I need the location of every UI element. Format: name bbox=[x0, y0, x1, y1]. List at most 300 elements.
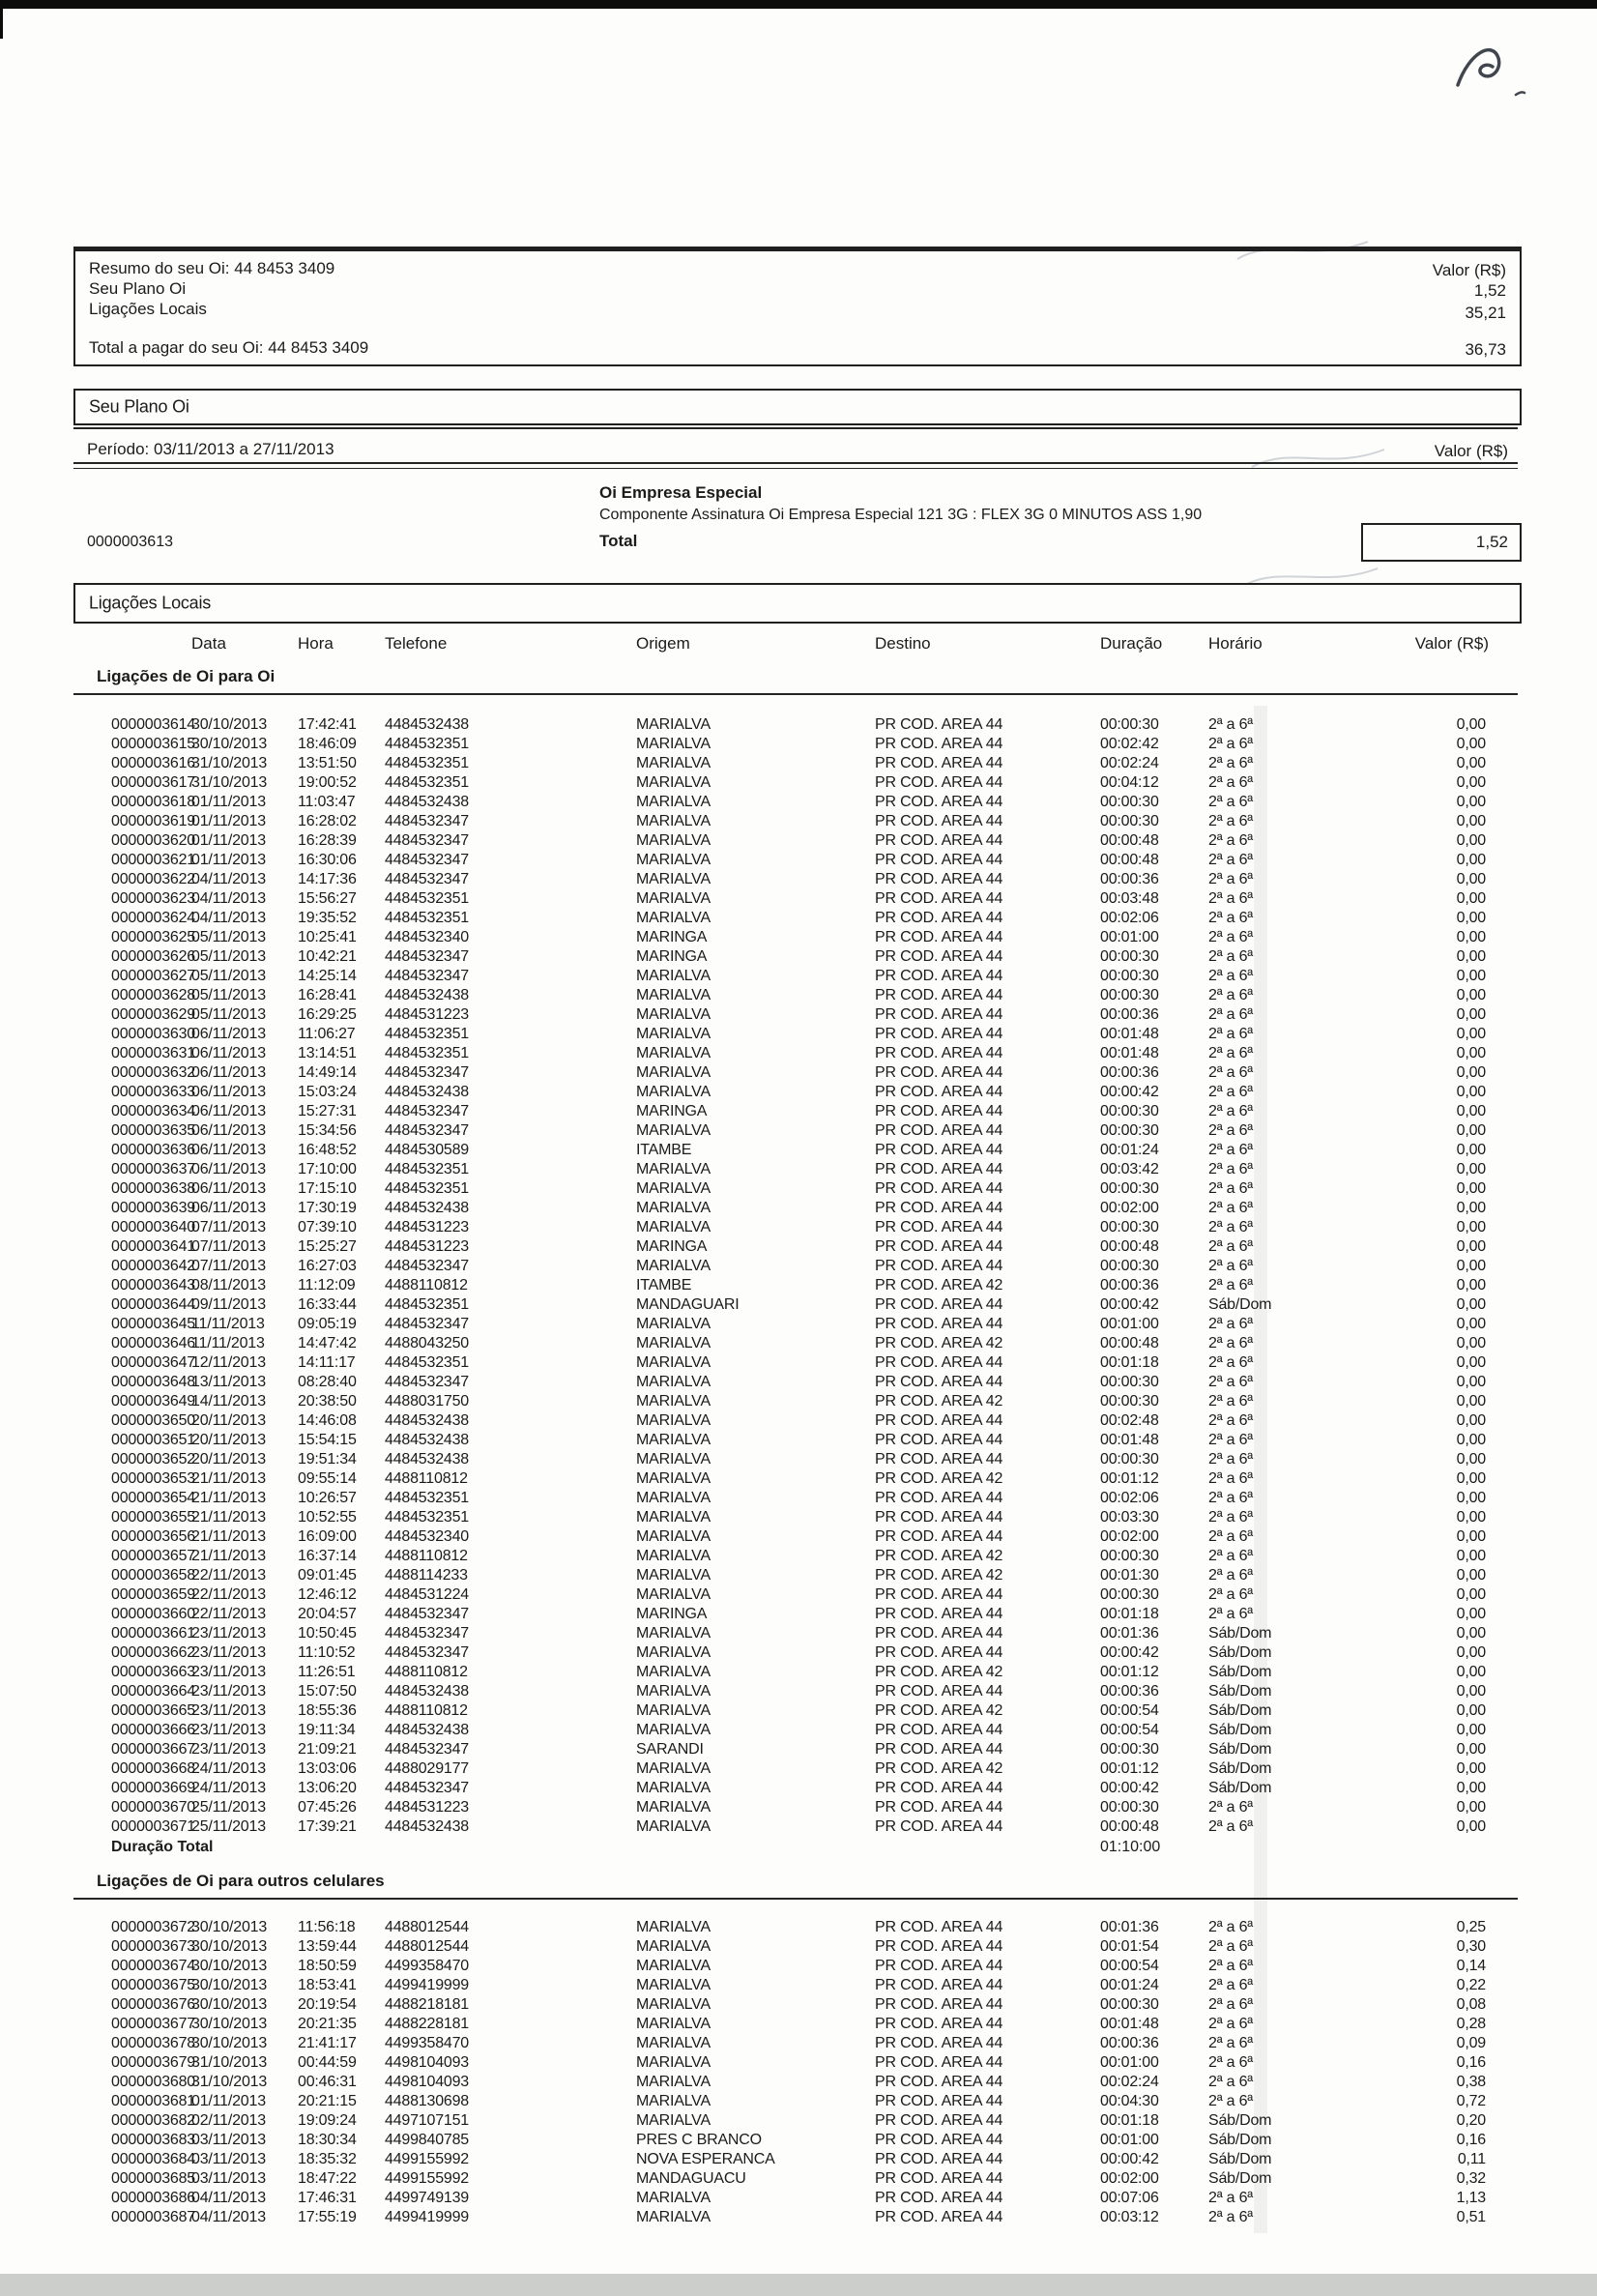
cell-phone: 4484532438 bbox=[385, 987, 469, 1003]
table-row bbox=[0, 1798, 1597, 1817]
cell-origin: MARIALVA bbox=[636, 1760, 711, 1777]
cell-duration: 00:01:00 bbox=[1100, 929, 1159, 945]
cell-schedule: 2ª a 6ª bbox=[1208, 1977, 1254, 1993]
cell-phone: 4484532351 bbox=[385, 1161, 469, 1177]
cell-phone: 4484532438 bbox=[385, 1084, 469, 1100]
table-row bbox=[0, 1721, 1597, 1740]
summary-box bbox=[73, 247, 1522, 366]
cell-phone: 4484532340 bbox=[385, 929, 469, 945]
cell-time: 19:00:52 bbox=[298, 774, 357, 791]
cell-duration: 00:01:12 bbox=[1100, 1470, 1159, 1487]
cell-date: 04/11/2013 bbox=[191, 2190, 266, 2206]
cell-value: 0,00 bbox=[1456, 1296, 1486, 1313]
cell-origin: MANDAGUARI bbox=[636, 1296, 740, 1313]
cell-time: 11:06:27 bbox=[298, 1026, 356, 1042]
cell-phone: 4484532438 bbox=[385, 794, 469, 810]
table-row bbox=[0, 1044, 1597, 1063]
cell-time: 09:55:14 bbox=[298, 1470, 357, 1487]
cell-duration: 00:00:30 bbox=[1100, 1103, 1159, 1119]
table-row bbox=[0, 831, 1597, 851]
cell-origin: MARIALVA bbox=[636, 2016, 711, 2032]
cell-date: 11/11/2013 bbox=[191, 1316, 265, 1332]
cell-time: 14:25:14 bbox=[298, 968, 357, 984]
cell-time: 14:49:14 bbox=[298, 1064, 357, 1081]
cell-value: 1,13 bbox=[1456, 2190, 1486, 2206]
cell-schedule: 2ª a 6ª bbox=[1208, 813, 1254, 829]
cell-destination: PR COD. AREA 44 bbox=[875, 1142, 1003, 1158]
cell-duration: 00:01:48 bbox=[1100, 2016, 1159, 2032]
cell-duration: 00:01:00 bbox=[1100, 2054, 1159, 2071]
cell-time: 17:55:19 bbox=[298, 2209, 357, 2225]
cell-origin: ITAMBE bbox=[636, 1142, 692, 1158]
cell-destination: PR COD. AREA 44 bbox=[875, 1490, 1003, 1506]
cell-destination: PR COD. AREA 44 bbox=[875, 1432, 1003, 1448]
cell-date: 09/11/2013 bbox=[191, 1296, 266, 1313]
cell-origin: MARIALVA bbox=[636, 1006, 711, 1023]
group-subtitle-oi-to-oi: Ligações de Oi para Oi bbox=[97, 667, 276, 685]
cell-phone: 4484532351 bbox=[385, 755, 469, 771]
table-row bbox=[0, 986, 1597, 1005]
cell-id: 0000003685 bbox=[111, 2170, 195, 2187]
cell-schedule: Sáb/Dom bbox=[1208, 1780, 1272, 1796]
cell-origin: MARIALVA bbox=[636, 2209, 711, 2225]
cell-destination: PR COD. AREA 44 bbox=[875, 755, 1003, 771]
cell-phone: 4484532351 bbox=[385, 1045, 469, 1061]
cell-origin: MARIALVA bbox=[636, 774, 711, 791]
cell-date: 03/11/2013 bbox=[191, 2151, 266, 2167]
cell-origin: MARIALVA bbox=[636, 1996, 711, 2013]
cell-time: 10:42:21 bbox=[298, 948, 357, 965]
duration-total-label: Duração Total bbox=[111, 1839, 214, 1855]
cell-origin: MARIALVA bbox=[636, 1625, 711, 1642]
cell-destination: PR COD. AREA 44 bbox=[875, 1509, 1003, 1526]
cell-schedule: 2ª a 6ª bbox=[1208, 1958, 1254, 1974]
cell-phone: 4484531224 bbox=[385, 1586, 469, 1603]
cell-duration: 00:02:42 bbox=[1100, 736, 1159, 752]
cell-destination: PR COD. AREA 44 bbox=[875, 1316, 1003, 1332]
cell-schedule: 2ª a 6ª bbox=[1208, 1219, 1254, 1235]
period-valor-header: Valor (R$) bbox=[1434, 442, 1508, 460]
cell-origin: MARIALVA bbox=[636, 2035, 711, 2051]
column-header-destino: Destino bbox=[875, 634, 931, 653]
table-row bbox=[0, 1160, 1597, 1179]
cell-id: 0000003675 bbox=[111, 1977, 195, 1993]
cell-destination: PR COD. AREA 44 bbox=[875, 1354, 1003, 1371]
cell-duration: 00:00:36 bbox=[1100, 1064, 1159, 1081]
cell-origin: MARIALVA bbox=[636, 2112, 711, 2129]
cell-schedule: Sáb/Dom bbox=[1208, 1741, 1272, 1758]
cell-value: 0,00 bbox=[1456, 1258, 1486, 1274]
cell-schedule: Sáb/Dom bbox=[1208, 1683, 1272, 1700]
cell-duration: 00:00:30 bbox=[1100, 1180, 1159, 1197]
cell-phone: 4484532438 bbox=[385, 1451, 469, 1468]
cell-id: 0000003665 bbox=[111, 1702, 195, 1719]
cell-time: 13:59:44 bbox=[298, 1938, 357, 1955]
cell-phone: 4488043250 bbox=[385, 1335, 469, 1351]
cell-date: 03/11/2013 bbox=[191, 2132, 266, 2148]
cell-time: 15:25:27 bbox=[298, 1238, 357, 1255]
cell-duration: 00:01:12 bbox=[1100, 1760, 1159, 1777]
cell-id: 0000003653 bbox=[111, 1470, 195, 1487]
cell-origin: MARIALVA bbox=[636, 1958, 711, 1974]
cell-time: 16:29:25 bbox=[298, 1006, 357, 1023]
cell-schedule: 2ª a 6ª bbox=[1208, 1509, 1254, 1526]
cell-id: 0000003629 bbox=[111, 1006, 195, 1023]
cell-date: 30/10/2013 bbox=[191, 1919, 268, 1935]
cell-date: 22/11/2013 bbox=[191, 1586, 266, 1603]
cell-value: 0,28 bbox=[1456, 2016, 1486, 2032]
cell-id: 0000003643 bbox=[111, 1277, 195, 1293]
cell-origin: MARIALVA bbox=[636, 1354, 711, 1371]
table-row bbox=[0, 967, 1597, 986]
table-row bbox=[0, 870, 1597, 889]
cell-origin: PRES C BRANCO bbox=[636, 2132, 762, 2148]
cell-destination: PR COD. AREA 44 bbox=[875, 1958, 1003, 1974]
cell-schedule: 2ª a 6ª bbox=[1208, 1335, 1254, 1351]
cell-destination: PR COD. AREA 44 bbox=[875, 1084, 1003, 1100]
summary-row-label: Ligações Locais bbox=[89, 300, 207, 318]
cell-schedule: 2ª a 6ª bbox=[1208, 871, 1254, 887]
scan-bottom-strip bbox=[0, 2274, 1597, 2296]
table-row bbox=[0, 1450, 1597, 1469]
cell-duration: 00:00:30 bbox=[1100, 1741, 1159, 1758]
cell-schedule: 2ª a 6ª bbox=[1208, 1490, 1254, 1506]
cell-origin: MARIALVA bbox=[636, 910, 711, 926]
cell-phone: 4484532438 bbox=[385, 716, 469, 733]
table-row bbox=[0, 1257, 1597, 1276]
cell-value: 0,00 bbox=[1456, 1799, 1486, 1816]
cell-origin: MARIALVA bbox=[636, 1335, 711, 1351]
cell-duration: 00:01:24 bbox=[1100, 1142, 1159, 1158]
cell-origin: MARIALVA bbox=[636, 1722, 711, 1738]
cell-duration: 00:00:54 bbox=[1100, 1702, 1159, 1719]
table-row bbox=[0, 1957, 1597, 1976]
cell-destination: PR COD. AREA 42 bbox=[875, 1567, 1003, 1584]
cell-origin: MARIALVA bbox=[636, 1644, 711, 1661]
cell-time: 15:34:56 bbox=[298, 1122, 357, 1139]
cell-schedule: 2ª a 6ª bbox=[1208, 852, 1254, 868]
summary-valor-header: Valor (R$) bbox=[1432, 261, 1506, 279]
cell-value: 0,00 bbox=[1456, 1741, 1486, 1758]
cell-destination: PR COD. AREA 42 bbox=[875, 1470, 1003, 1487]
table-row bbox=[0, 773, 1597, 793]
table-row bbox=[0, 1624, 1597, 1643]
cell-value: 0,00 bbox=[1456, 736, 1486, 752]
cell-id: 0000003668 bbox=[111, 1760, 195, 1777]
cell-id: 0000003651 bbox=[111, 1432, 195, 1448]
cell-value: 0,00 bbox=[1456, 1702, 1486, 1719]
cell-duration: 00:01:18 bbox=[1100, 1354, 1159, 1371]
cell-destination: PR COD. AREA 44 bbox=[875, 987, 1003, 1003]
cell-schedule: 2ª a 6ª bbox=[1208, 2016, 1254, 2032]
cell-destination: PR COD. AREA 44 bbox=[875, 1996, 1003, 2013]
table-row bbox=[0, 1937, 1597, 1957]
cell-origin: MARIALVA bbox=[636, 1818, 711, 1835]
duration-total-value: 01:10:00 bbox=[1100, 1839, 1161, 1855]
cell-phone: 4497107151 bbox=[385, 2112, 469, 2129]
product-detail: Componente Assinatura Oi Empresa Especial 121 3G : FLEX 3G 0 MINUTOS ASS 1,90 bbox=[599, 507, 1203, 523]
table-row bbox=[0, 1218, 1597, 1237]
cell-id: 0000003680 bbox=[111, 2074, 195, 2090]
cell-id: 0000003638 bbox=[111, 1180, 195, 1197]
cell-date: 04/11/2013 bbox=[191, 890, 266, 907]
cell-time: 14:11:17 bbox=[298, 1354, 356, 1371]
cell-time: 16:28:41 bbox=[298, 987, 357, 1003]
cell-time: 20:38:50 bbox=[298, 1393, 357, 1410]
cell-time: 17:42:41 bbox=[298, 716, 357, 733]
cell-value: 0,00 bbox=[1456, 1548, 1486, 1564]
divider bbox=[73, 468, 1518, 469]
cell-duration: 00:01:18 bbox=[1100, 1606, 1159, 1622]
cell-origin: MARIALVA bbox=[636, 1045, 711, 1061]
cell-duration: 00:01:48 bbox=[1100, 1026, 1159, 1042]
cell-value: 0,00 bbox=[1456, 890, 1486, 907]
cell-date: 21/11/2013 bbox=[191, 1470, 266, 1487]
cell-value: 0,00 bbox=[1456, 1238, 1486, 1255]
cell-value: 0,14 bbox=[1456, 1958, 1486, 1974]
cell-destination: PR COD. AREA 44 bbox=[875, 1374, 1003, 1390]
cell-origin: MANDAGUACU bbox=[636, 2170, 746, 2187]
cell-value: 0,00 bbox=[1456, 1683, 1486, 1700]
cell-duration: 00:00:30 bbox=[1100, 1122, 1159, 1139]
cell-destination: PR COD. AREA 42 bbox=[875, 1393, 1003, 1410]
cell-phone: 4484532347 bbox=[385, 968, 469, 984]
cell-id: 0000003647 bbox=[111, 1354, 195, 1371]
cell-phone: 4484532347 bbox=[385, 1644, 469, 1661]
summary-title: Resumo do seu Oi: 44 8453 3409 bbox=[89, 259, 335, 277]
cell-origin: MARIALVA bbox=[636, 1977, 711, 1993]
cell-origin: MARIALVA bbox=[636, 813, 711, 829]
cell-time: 18:55:36 bbox=[298, 1702, 357, 1719]
cell-destination: PR COD. AREA 44 bbox=[875, 1606, 1003, 1622]
cell-destination: PR COD. AREA 44 bbox=[875, 1625, 1003, 1642]
cell-phone: 4488130698 bbox=[385, 2093, 469, 2109]
cell-phone: 4488029177 bbox=[385, 1760, 469, 1777]
cell-schedule: 2ª a 6ª bbox=[1208, 1470, 1254, 1487]
cell-date: 21/11/2013 bbox=[191, 1509, 266, 1526]
cell-schedule: 2ª a 6ª bbox=[1208, 1432, 1254, 1448]
cell-date: 22/11/2013 bbox=[191, 1606, 266, 1622]
cell-id: 0000003650 bbox=[111, 1412, 195, 1429]
cell-phone: 4499155992 bbox=[385, 2170, 469, 2187]
cell-destination: PR COD. AREA 44 bbox=[875, 1161, 1003, 1177]
cell-origin: MARIALVA bbox=[636, 2093, 711, 2109]
cell-value: 0,00 bbox=[1456, 1200, 1486, 1216]
cell-time: 17:15:10 bbox=[298, 1180, 357, 1197]
cell-phone: 4484532347 bbox=[385, 1064, 469, 1081]
cell-value: 0,08 bbox=[1456, 1996, 1486, 2013]
cell-time: 20:04:57 bbox=[298, 1606, 357, 1622]
cell-id: 0000003667 bbox=[111, 1741, 195, 1758]
table-row bbox=[0, 909, 1597, 928]
cell-phone: 4484532351 bbox=[385, 774, 469, 791]
cell-origin: MARIALVA bbox=[636, 1938, 711, 1955]
cell-id: 0000003642 bbox=[111, 1258, 195, 1274]
cell-id: 0000003623 bbox=[111, 890, 195, 907]
cell-time: 15:54:15 bbox=[298, 1432, 357, 1448]
cell-duration: 00:00:36 bbox=[1100, 871, 1159, 887]
cell-duration: 00:00:30 bbox=[1100, 1586, 1159, 1603]
table-row bbox=[0, 1276, 1597, 1295]
cell-time: 13:14:51 bbox=[298, 1045, 357, 1061]
cell-id: 0000003633 bbox=[111, 1084, 195, 1100]
cell-schedule: 2ª a 6ª bbox=[1208, 1180, 1254, 1197]
cell-origin: MARIALVA bbox=[636, 736, 711, 752]
cell-duration: 00:03:48 bbox=[1100, 890, 1159, 907]
cell-duration: 00:01:00 bbox=[1100, 1316, 1159, 1332]
cell-duration: 00:00:30 bbox=[1100, 948, 1159, 965]
cell-value: 0,00 bbox=[1456, 871, 1486, 887]
cell-time: 14:46:08 bbox=[298, 1412, 357, 1429]
cell-schedule: Sáb/Dom bbox=[1208, 1664, 1272, 1680]
cell-origin: MARIALVA bbox=[636, 852, 711, 868]
table-row bbox=[0, 754, 1597, 773]
cell-origin: MARIALVA bbox=[636, 1026, 711, 1042]
column-header-telefone: Telefone bbox=[385, 634, 448, 653]
cell-date: 01/11/2013 bbox=[191, 832, 266, 849]
cell-id: 0000003661 bbox=[111, 1625, 195, 1642]
cell-duration: 00:01:36 bbox=[1100, 1625, 1159, 1642]
table-row bbox=[0, 1663, 1597, 1682]
cell-time: 16:48:52 bbox=[298, 1142, 357, 1158]
cell-date: 01/11/2013 bbox=[191, 794, 266, 810]
cell-date: 25/11/2013 bbox=[191, 1799, 266, 1816]
cell-value: 0,00 bbox=[1456, 1026, 1486, 1042]
cell-value: 0,00 bbox=[1456, 1006, 1486, 1023]
cell-duration: 00:02:06 bbox=[1100, 1490, 1159, 1506]
cell-id: 0000003671 bbox=[111, 1818, 195, 1835]
cell-schedule: 2ª a 6ª bbox=[1208, 1064, 1254, 1081]
table-row bbox=[0, 2092, 1597, 2111]
scan-left-edge bbox=[0, 0, 3, 39]
cell-schedule: 2ª a 6ª bbox=[1208, 1606, 1254, 1622]
cell-value: 0,00 bbox=[1456, 794, 1486, 810]
cell-value: 0,16 bbox=[1456, 2054, 1486, 2071]
cell-value: 0,00 bbox=[1456, 1528, 1486, 1545]
cell-value: 0,00 bbox=[1456, 1180, 1486, 1197]
cell-duration: 00:07:06 bbox=[1100, 2190, 1159, 2206]
cell-phone: 4484532340 bbox=[385, 1528, 469, 1545]
table-row bbox=[0, 1759, 1597, 1779]
cell-date: 06/11/2013 bbox=[191, 1045, 266, 1061]
cell-duration: 00:00:36 bbox=[1100, 1277, 1159, 1293]
cell-phone: 4484532438 bbox=[385, 1722, 469, 1738]
cell-id: 0000003670 bbox=[111, 1799, 195, 1816]
plan-section-box bbox=[73, 389, 1522, 425]
cell-destination: PR COD. AREA 44 bbox=[875, 1938, 1003, 1955]
cell-schedule: 2ª a 6ª bbox=[1208, 1451, 1254, 1468]
cell-date: 25/11/2013 bbox=[191, 1818, 266, 1835]
cell-value: 0,38 bbox=[1456, 2074, 1486, 2090]
cell-time: 17:30:19 bbox=[298, 1200, 357, 1216]
plan-item-id: 0000003613 bbox=[87, 534, 173, 550]
cell-date: 30/10/2013 bbox=[191, 1996, 268, 2013]
cell-date: 04/11/2013 bbox=[191, 910, 266, 926]
cell-destination: PR COD. AREA 44 bbox=[875, 2151, 1003, 2167]
cell-schedule: 2ª a 6ª bbox=[1208, 1548, 1254, 1564]
table-row bbox=[0, 851, 1597, 870]
cell-schedule: 2ª a 6ª bbox=[1208, 1316, 1254, 1332]
cell-destination: PR COD. AREA 44 bbox=[875, 1122, 1003, 1139]
cell-origin: MARIALVA bbox=[636, 1780, 711, 1796]
cell-origin: MARIALVA bbox=[636, 1200, 711, 1216]
cell-schedule: 2ª a 6ª bbox=[1208, 1586, 1254, 1603]
cell-phone: 4499155992 bbox=[385, 2151, 469, 2167]
summary-row-value: 35,21 bbox=[1465, 304, 1506, 322]
table-row bbox=[0, 1547, 1597, 1566]
summary-total-label: Total a pagar do seu Oi: 44 8453 3409 bbox=[89, 338, 369, 357]
table-row bbox=[0, 2053, 1597, 2073]
cell-value: 0,00 bbox=[1456, 1818, 1486, 1835]
cell-id: 0000003679 bbox=[111, 2054, 195, 2071]
cell-phone: 4484532347 bbox=[385, 948, 469, 965]
cell-date: 05/11/2013 bbox=[191, 1006, 266, 1023]
cell-time: 17:10:00 bbox=[298, 1161, 357, 1177]
cell-id: 0000003616 bbox=[111, 755, 195, 771]
cell-phone: 4484532438 bbox=[385, 1818, 469, 1835]
cell-origin: SARANDI bbox=[636, 1741, 704, 1758]
cell-destination: PR COD. AREA 42 bbox=[875, 1548, 1003, 1564]
table-row bbox=[0, 1373, 1597, 1392]
cell-origin: MARIALVA bbox=[636, 1919, 711, 1935]
cell-value: 0,72 bbox=[1456, 2093, 1486, 2109]
cell-phone: 4484532347 bbox=[385, 813, 469, 829]
table-row bbox=[0, 1643, 1597, 1663]
cell-date: 30/10/2013 bbox=[191, 716, 268, 733]
cell-origin: MARIALVA bbox=[636, 1586, 711, 1603]
calls-table-oi-to-others bbox=[0, 1918, 1597, 2227]
cell-phone: 4484532438 bbox=[385, 1432, 469, 1448]
cell-destination: PR COD. AREA 44 bbox=[875, 2054, 1003, 2071]
cell-id: 0000003683 bbox=[111, 2132, 195, 2148]
cell-phone: 4484532438 bbox=[385, 1412, 469, 1429]
scan-top-edge bbox=[0, 0, 1597, 9]
cell-schedule: 2ª a 6ª bbox=[1208, 2035, 1254, 2051]
cell-duration: 00:00:48 bbox=[1100, 1335, 1159, 1351]
cell-id: 0000003639 bbox=[111, 1200, 195, 1216]
table-row bbox=[0, 1995, 1597, 2015]
cell-schedule: 2ª a 6ª bbox=[1208, 1258, 1254, 1274]
cell-origin: MARIALVA bbox=[636, 1122, 711, 1139]
cell-value: 0,00 bbox=[1456, 1219, 1486, 1235]
cell-destination: PR COD. AREA 44 bbox=[875, 1722, 1003, 1738]
table-row bbox=[0, 1489, 1597, 1508]
cell-value: 0,00 bbox=[1456, 1509, 1486, 1526]
table-row bbox=[0, 1508, 1597, 1527]
table-row bbox=[0, 1102, 1597, 1121]
cell-value: 0,00 bbox=[1456, 1316, 1486, 1332]
table-row bbox=[0, 1334, 1597, 1353]
cell-value: 0,00 bbox=[1456, 1722, 1486, 1738]
cell-phone: 4499840785 bbox=[385, 2132, 469, 2148]
cell-duration: 00:02:06 bbox=[1100, 910, 1159, 926]
cell-schedule: 2ª a 6ª bbox=[1208, 1919, 1254, 1935]
cell-id: 0000003662 bbox=[111, 1644, 195, 1661]
cell-phone: 4484532351 bbox=[385, 1026, 469, 1042]
cell-id: 0000003676 bbox=[111, 1996, 195, 2013]
cell-duration: 00:01:54 bbox=[1100, 1938, 1159, 1955]
cell-origin: MARIALVA bbox=[636, 1393, 711, 1410]
cell-origin: MARIALVA bbox=[636, 2054, 711, 2071]
cell-origin: MARINGA bbox=[636, 948, 708, 965]
cell-value: 0,09 bbox=[1456, 2035, 1486, 2051]
cell-time: 13:06:20 bbox=[298, 1780, 357, 1796]
cell-destination: PR COD. AREA 44 bbox=[875, 1586, 1003, 1603]
cell-origin: MARIALVA bbox=[636, 1548, 711, 1564]
divider bbox=[73, 1898, 1518, 1900]
table-row bbox=[0, 1005, 1597, 1025]
cell-id: 0000003659 bbox=[111, 1586, 195, 1603]
